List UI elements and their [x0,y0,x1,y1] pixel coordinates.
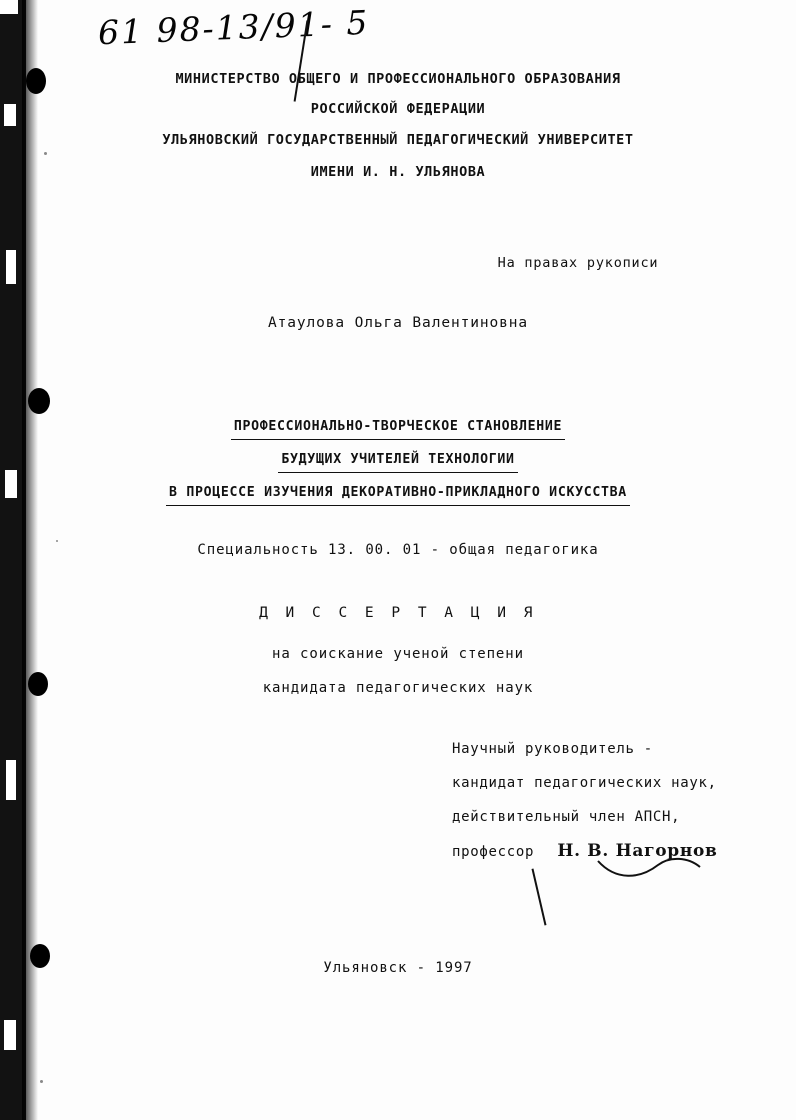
supervisor-line-3: действительный член АПСН, [452,809,681,825]
ministry-line-2: РОССИЙСКОЙ ФЕДЕРАЦИИ [310,101,486,117]
title-line-2 [0,448,796,473]
degree-line-2: кандидата педагогических наук [262,680,534,696]
work-type: Д И С С Е Р Т А Ц И Я [259,605,537,621]
supervisor-line-2: кандидат педагогических наук, [452,775,717,791]
place-year: Ульяновск - 1997 [323,960,473,976]
handwritten-call-number: 61 98-13/91- 5 [97,2,371,53]
signature-stroke [532,869,547,926]
binding-notch [0,0,18,14]
binding-notch [6,760,16,800]
title-text-2: БУДУЩИХ УЧИТЕЛЕЙ ТЕХНОЛОГИИ [278,450,517,473]
supervisor-rank: профессор [452,844,535,860]
supervisor-signature: Н. В. Нагорнов [557,841,718,861]
author-name: Атаулова Ольга Валентиновна [267,315,528,331]
speciality-line: Специальность 13. 00. 01 - общая педагогика [197,542,599,558]
title-line-3 [0,481,796,506]
rights-note: На правах рукописи [497,255,659,271]
punch-hole [28,388,50,414]
supervisor-line-1: Научный руководитель - [452,741,653,757]
binding-notch [4,1020,16,1050]
signature-flourish [596,855,706,889]
scan-speckle [40,1080,43,1083]
title-text-1: ПРОФЕССИОНАЛЬНО-ТВОРЧЕСКОЕ СТАНОВЛЕНИЕ [231,417,565,440]
ministry-line-1: МИНИСТЕРСТВО ОБЩЕГО И ПРОФЕССИОНАЛЬНОГО ОБРАЗОВАНИЯ [175,71,621,87]
university-line: УЛЬЯНОВСКИЙ ГОСУДАРСТВЕННЫЙ ПЕДАГОГИЧЕСКИЙ УНИВЕРСИТЕТ [162,132,634,148]
university-name-line: ИМЕНИ И. Н. УЛЬЯНОВА [310,164,486,180]
degree-line-1: на соискание ученой степени [272,646,524,662]
title-text-3: В ПРОЦЕССЕ ИЗУЧЕНИЯ ДЕКОРАТИВНО-ПРИКЛАДНОГО ИСКУССТВА [166,483,630,506]
title-line-1 [0,415,796,440]
